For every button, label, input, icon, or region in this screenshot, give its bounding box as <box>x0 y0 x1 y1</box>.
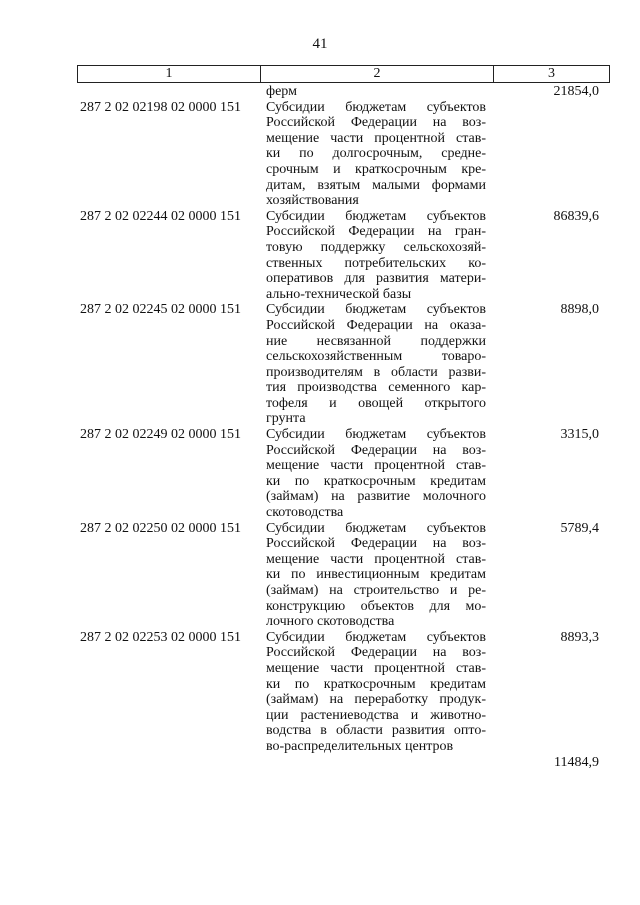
description-line: срочным и краткосрочным кре- <box>266 161 486 177</box>
description-line: ки по краткосрочным кредитам <box>266 473 486 489</box>
description-line: Российской Федерации на воз- <box>266 115 486 131</box>
description-line: сельскохозяйственным товаро- <box>266 349 486 365</box>
description-line: тия производства семенного кар- <box>266 380 486 396</box>
description-line: Субсидии бюджетам субъектов <box>266 427 486 443</box>
description-line: мещение части процентной став- <box>266 130 486 146</box>
description <box>266 427 486 521</box>
description-line: Субсидии бюджетам субъектов <box>266 208 486 224</box>
description-line: Субсидии бюджетам субъектов <box>266 629 486 645</box>
amount: 86839,6 <box>553 208 599 224</box>
amount: 8893,3 <box>560 629 599 645</box>
description-line: Субсидии бюджетам субъектов <box>266 302 486 318</box>
description-line: ки по инвестиционным кредитам <box>266 567 486 583</box>
description-line: мещение части процентной став- <box>266 660 486 676</box>
description-line: Российской Федерации на воз- <box>266 442 486 458</box>
description <box>266 84 486 100</box>
description <box>266 630 486 755</box>
page-number: 41 <box>312 36 328 52</box>
amount: 8898,0 <box>560 302 599 318</box>
budget-code: 287 2 02 02250 02 0000 151 <box>80 520 241 536</box>
description-line: Российской Федерации на воз- <box>266 645 486 661</box>
budget-code: 287 2 02 02249 02 0000 151 <box>80 427 241 443</box>
description-line: ние несвязанной поддержки <box>266 333 486 349</box>
description-line: производителям в области разви- <box>266 364 486 380</box>
description-line: водства в области развития опто- <box>266 723 486 739</box>
description <box>266 521 486 630</box>
description-line: лочного скотоводства <box>266 614 395 630</box>
amount: 5789,4 <box>560 520 599 536</box>
header-col-3: 3 <box>548 66 555 81</box>
description-line: оперативов для развития матери- <box>266 271 486 287</box>
description-line: конструкцию объектов для мо- <box>266 598 486 614</box>
description-line: (займам) на переработку продук- <box>266 692 486 708</box>
description-line: грунта <box>266 411 306 427</box>
amount: 11484,9 <box>554 754 599 770</box>
budget-code: 287 2 02 02253 02 0000 151 <box>80 629 241 645</box>
description-line: хозяйствования <box>266 193 359 209</box>
description-line: товую поддержку сельскохозяй- <box>266 239 486 255</box>
description-line: ки по краткосрочным кредитам <box>266 676 486 692</box>
description-line: ции растениеводства и животно- <box>266 707 486 723</box>
header-col-2: 2 <box>261 66 494 82</box>
budget-code: 287 2 02 02244 02 0000 151 <box>80 208 241 224</box>
description-line: ственных потребительских ко- <box>266 255 486 271</box>
description-line: во-распределительных центров <box>266 738 454 754</box>
budget-code: 287 2 02 02198 02 0000 151 <box>80 99 241 115</box>
description-line: Российской Федерации на гран- <box>266 224 486 240</box>
description-line: мещение части процентной став- <box>266 551 486 567</box>
description-line: (займам) на развитие молочного <box>266 489 486 505</box>
description-line: (займам) на строительство и ре- <box>266 583 486 598</box>
table-header <box>77 65 610 83</box>
description <box>266 302 486 427</box>
description <box>266 100 486 209</box>
description-line: ки по долгосрочным, средне- <box>266 146 486 162</box>
amount: 21854,0 <box>553 84 599 99</box>
description-line: мещение части процентной став- <box>266 458 486 474</box>
description-line: ферм <box>266 84 297 99</box>
description-line: Российской Федерации на воз- <box>266 536 486 552</box>
table-row <box>0 629 640 770</box>
description-line: тофеля и овощей открытого <box>266 395 486 411</box>
description-line: Российской Федерации на оказа- <box>266 317 486 333</box>
description-line: ально-технической базы <box>266 286 412 302</box>
table-row <box>0 84 640 100</box>
header-col-1: 1 <box>78 66 261 82</box>
description-line: скотоводства <box>266 505 344 521</box>
amount: 3315,0 <box>560 427 599 443</box>
description <box>266 209 486 303</box>
description-line: дитам, взятым малыми формами <box>266 177 486 193</box>
description-line: Субсидии бюджетам субъектов <box>266 99 486 115</box>
table-body <box>0 84 640 770</box>
budget-code: 287 2 02 02245 02 0000 151 <box>80 302 241 318</box>
description-line: Субсидии бюджетам субъектов <box>266 520 486 536</box>
